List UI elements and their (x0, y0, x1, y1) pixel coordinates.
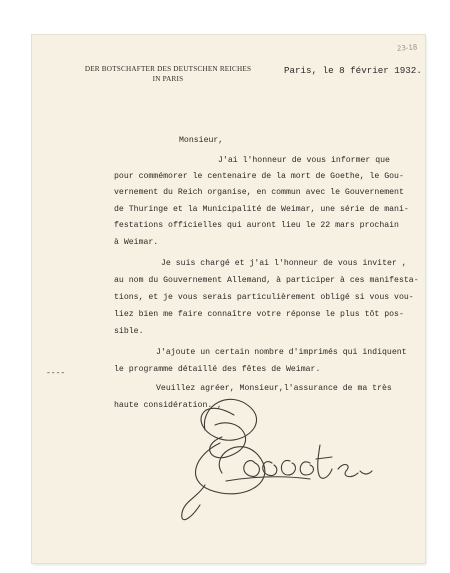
text-line: Veuillez agréer, Monsieur,l'assurance de ma très (156, 384, 392, 393)
text-line: J'ajoute un certain nombre d'imprimés qui indiquent (156, 348, 407, 357)
text-line: à Weimar. (114, 238, 159, 247)
text-line: de Thuringe et la Municipalité de Weimar, une série de mani- (114, 205, 409, 214)
margin-mark: ---- (46, 369, 66, 378)
signature-icon (160, 385, 390, 535)
text-line: J'ai l'honneur de vous informer que (218, 156, 390, 165)
letter-date: Paris, le 8 février 1932. (284, 65, 422, 76)
letterhead-line-2: IN PARIS (152, 74, 184, 83)
text-line: festations officielles qui auront lieu le 22 mars prochain (114, 221, 399, 230)
text-line: tions, et je vous serais particulièrement obligé si vous vou- (114, 293, 414, 302)
archive-reference: 23-18 (396, 43, 418, 53)
text-line: au nom du Gouvernement Allemand, à participer à ces manifesta- (114, 276, 419, 285)
signature (160, 385, 390, 540)
text-line: le programme détaillé des fêtes de Weimar. (114, 365, 321, 374)
letterhead-line-1: DER BOTSCHAFTER DES DEUTSCHEN REICHES (84, 65, 252, 73)
text-line: pour commémorer le centenaire de la mort de Goethe, le Gou- (114, 172, 404, 181)
text-line: haute considération. , (114, 401, 223, 410)
letterhead (58, 65, 278, 84)
text-line: vernement du Reich organise, en commun avec le Gouvernement (114, 188, 404, 197)
salutation: Monsieur, (179, 136, 224, 145)
text-line: liez bien me faire connaître votre réponse le plus tôt pos- (114, 310, 404, 319)
text-line: sible. (114, 327, 144, 336)
text-line: Je suis chargé et j'ai l'honneur de vous inviter , (161, 259, 407, 268)
